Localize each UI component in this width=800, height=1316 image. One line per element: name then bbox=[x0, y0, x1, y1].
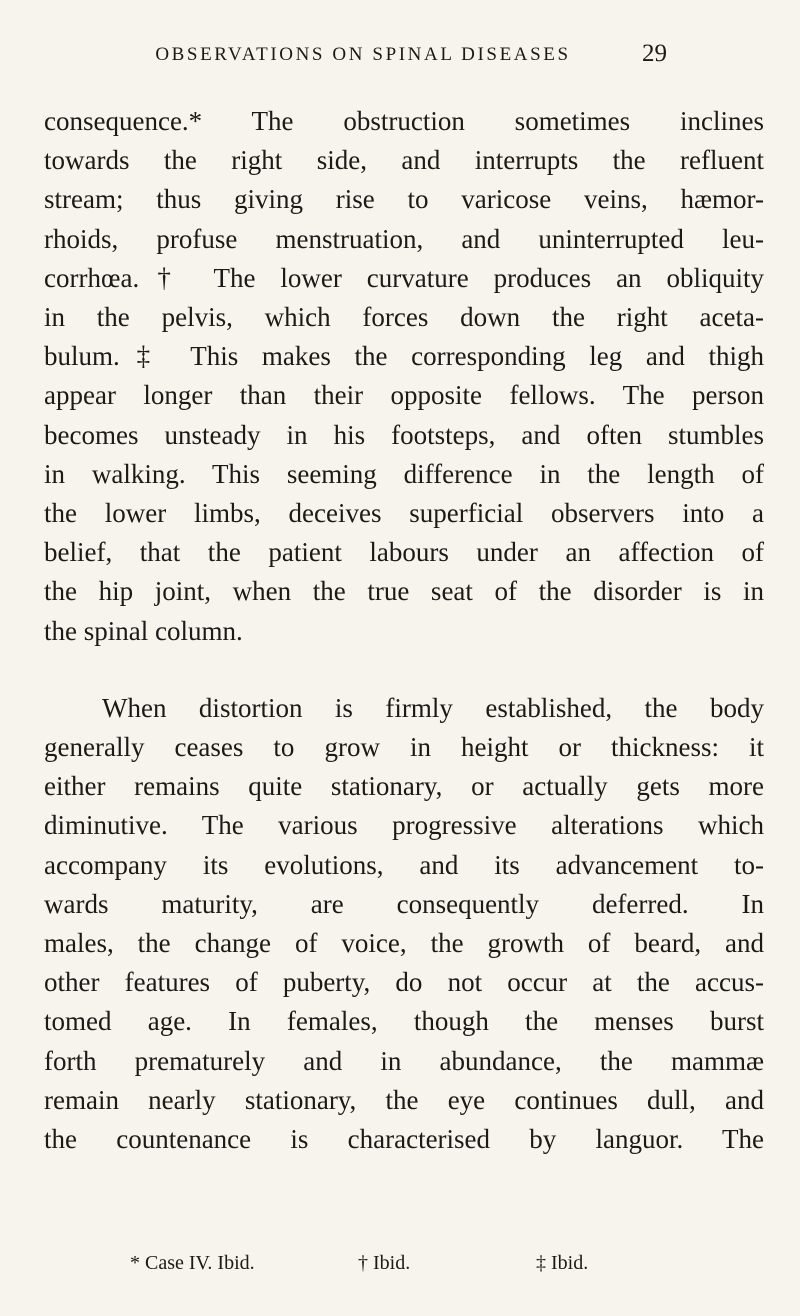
text-line: corrhœa.† The lower curvature produces an obliquity bbox=[44, 262, 764, 293]
text-line: rhoids, profuse menstruation, and uninterrupted leu- bbox=[44, 223, 764, 254]
text-line: belief, that the patient labours under an affection of bbox=[44, 537, 764, 568]
text-line: in walking. This seeming difference in the length of bbox=[44, 458, 764, 489]
text-line: the spinal column. bbox=[44, 615, 243, 646]
footnote: * Case IV. Ibid. bbox=[130, 1252, 255, 1274]
body-text bbox=[44, 102, 764, 1159]
text-line: generally ceases to grow in height or thickness: it bbox=[44, 732, 764, 763]
running-title: OBSERVATIONS ON SPINAL DISEASES bbox=[155, 44, 571, 65]
text-line: becomes unsteady in his footsteps, and often stumbles bbox=[44, 419, 764, 450]
text-line: consequence.* The obstruction sometimes inclines bbox=[44, 106, 764, 136]
footnote: ‡ Ibid. bbox=[536, 1252, 589, 1274]
page-number: 29 bbox=[642, 40, 667, 67]
text-line: the countenance is characterised by languor. The bbox=[44, 1124, 764, 1155]
text-line: forth prematurely and in abundance, the mammæ bbox=[44, 1045, 764, 1076]
text-line: in the pelvis, which forces down the right aceta- bbox=[44, 302, 764, 333]
text-line: wards maturity, are consequently deferred. In bbox=[44, 888, 764, 919]
paragraph-1 bbox=[44, 102, 764, 651]
text-line: other features of puberty, do not occur at the accus- bbox=[44, 967, 764, 998]
text-line: towards the right side, and interrupts the refluent bbox=[44, 145, 764, 176]
footnote: † Ibid. bbox=[358, 1252, 411, 1274]
text-line: tomed age. In females, though the menses burst bbox=[44, 1006, 764, 1037]
paragraph-spacer bbox=[44, 651, 764, 689]
paragraph-2 bbox=[44, 689, 764, 1159]
text-line: remain nearly stationary, the eye continues dull, and bbox=[44, 1084, 764, 1115]
text-line: appear longer than their opposite fellows. The person bbox=[44, 380, 764, 411]
text-line: stream; thus giving rise to varicose veins, hæmor- bbox=[44, 184, 764, 215]
text-line: bulum.‡ This makes the corresponding leg and thigh bbox=[44, 341, 764, 372]
text-line: accompany its evolutions, and its advancement to- bbox=[44, 849, 764, 880]
text-line: When distortion is firmly established, the body bbox=[102, 692, 764, 723]
text-line: the hip joint, when the true seat of the disorder is in bbox=[44, 576, 764, 607]
text-line: diminutive. The various progressive alterations which bbox=[44, 810, 764, 841]
text-line: the lower limbs, deceives superficial observers into a bbox=[44, 498, 764, 529]
text-line: either remains quite stationary, or actually gets more bbox=[44, 771, 764, 802]
text-line: males, the change of voice, the growth of beard, and bbox=[44, 928, 764, 959]
